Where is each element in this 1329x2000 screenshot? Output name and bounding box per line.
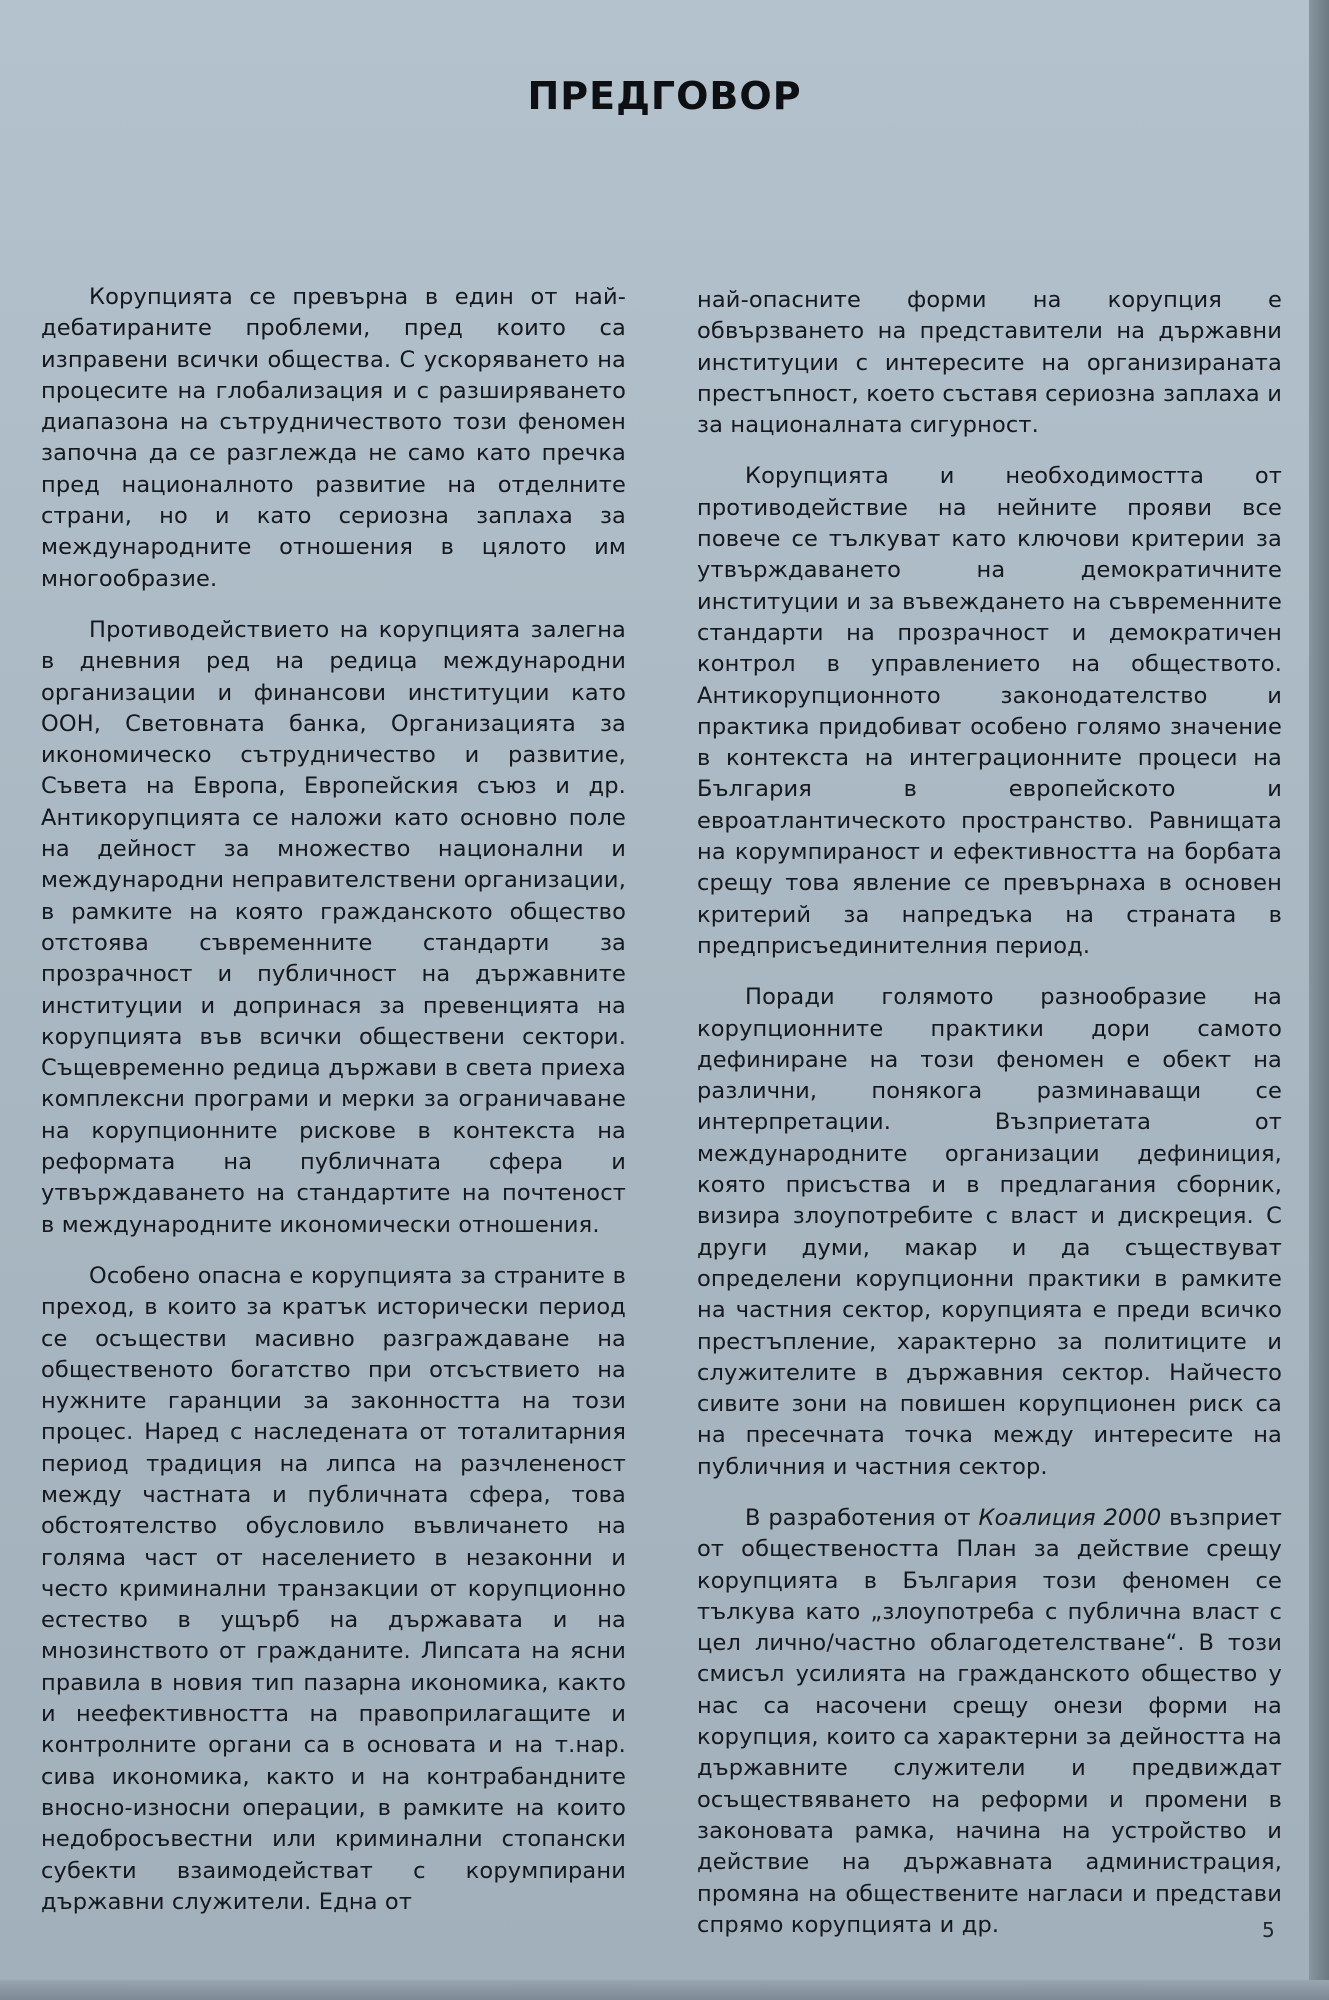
paragraph: Противодействието на корупцията залегна в дневния ред на редица международни организации и финансови институции като ООН, Световната банка, Организацията за икономическо сътрудничество и развитие, Съвета на Европа, Европейския съюз и др. Антикорупцията се наложи като основно поле на дейност за множество национални и международни неправителствени организации, в рамките на която гражданското общество отстоява съвременните стандарти за прозрачност и публичност на държавните институции и допринася за превенцията на корупцията във всички обществени сектори. Същевременно редица държави в света приеха комплексни програми и мерки за ограничаване на корупционните рискове в контекста на реформата на публичната сфера и утвърждаването на стандартите на почтеност в международните икономически отношения. xyxy=(41,616,626,1238)
paragraph: Поради голямото разнообразие на корупционните практики дори самото дефиниране на този феномен е обект на различни, понякога разминаващи се интерпретации. Възприетата от международните организации дефиниция, която присъства и в предлагания сборник, визира злоупотребите с власт и дискреция. С други думи, макар и да съществуват определени корупционни практики в рамките на частния сектор, корупцията е преди всичко престъпление, характерно за политиците и служителите в държавния сектор. Найчесто сивите зони на повишен корупционен риск са на пресечната точка между интересите на публичния и частния сектор. xyxy=(697,984,1282,1480)
paragraph-text: В разработения от xyxy=(745,1504,979,1531)
left-text-column xyxy=(41,282,626,1938)
organization-name: Коалиция 2000 xyxy=(978,1504,1162,1531)
right-text-column xyxy=(697,285,1282,1961)
book-spine-edge xyxy=(1309,0,1329,2000)
paragraph xyxy=(697,1503,1282,1941)
page-number: 5 xyxy=(1262,1918,1275,1942)
paragraph-text: възприет от обществеността План за действие срещу корупцията в България този феномен се тълкува като „злоупотреба с публична власт с цел лично/частно облагодетелстване“. В този смисъл усилията на гражданското общество у нас са насочени срещу онези форми на корупция, които са характерни за дейността на държавните служители и предвиждат осъществяването на реформи и промени в законовата рамка, начина на устройство и действие на държавната администрация, промяна на обществените нагласи и представи спрямо корупцията и др. xyxy=(697,1504,1282,1938)
page-title: ПРЕДГОВОР xyxy=(527,74,802,118)
paragraph-continued: най-опасните форми на корупция е обвързването на представители на държавни институции с интересите на организираната престъпност, което съставя сериозна заплаха и за националната сигурност. xyxy=(697,287,1282,439)
paragraph: Особено опасна е корупцията за страните в преход, в които за кратък исторически период се осъществи масивно разграждаване на общественото богатство при отсъствието на нужните гаранции за законността на този процес. Наред с наследената от тоталитарния период традиция на липса на разчлененост между частната и публичната сфера, това обстоятелство обусловило въвличането на голяма част от населението в незаконни и често криминални транзакции от корупционно естество в ущърб на държавата и на мнозинството от гражданите. Липсата на ясни правила в новия тип пазарна икономика, както и неефективността на правоприлагащите и контролните органи са в основата и на т.нар. сива икономика, както и на контрабандните вносно-износни операции, в рамките на които недобросъвестни или криминални стопански субекти взаимодействат с корумпирани държавни служители. Една от xyxy=(41,1262,626,1915)
page-bottom-edge xyxy=(0,1980,1329,2000)
paragraph: Корупцията се превърна в един от най-дебатираните проблеми, пред които са изправени всички общества. С ускоряването на процесите на глобализация и с разширяването диапазона на сътрудничеството този феномен започна да се разглежда не само като пречка пред националното развитие на отделните страни, но и като сериозна заплаха за международните отношения в цялото им многообразие. xyxy=(41,284,626,592)
paragraph: Корупцията и необходимостта от противодействие на нейните прояви все повече се тълкуват като ключови критерии за утвърждаването на демократичните институции и за въвеждането на съвременните стандарти на прозрачност и демократичен контрол в управлението на обществото. Антикорупционното законодателство и практика придобиват особено голямо значение в контекста на интеграционните процеси на България в европейското и евроатлантическото пространство. Равнищата на корумпираност и ефективността на борбата срещу това явление се превърнаха в основен критерий за напредъка на страната в предприсъединителния период. xyxy=(697,463,1282,959)
